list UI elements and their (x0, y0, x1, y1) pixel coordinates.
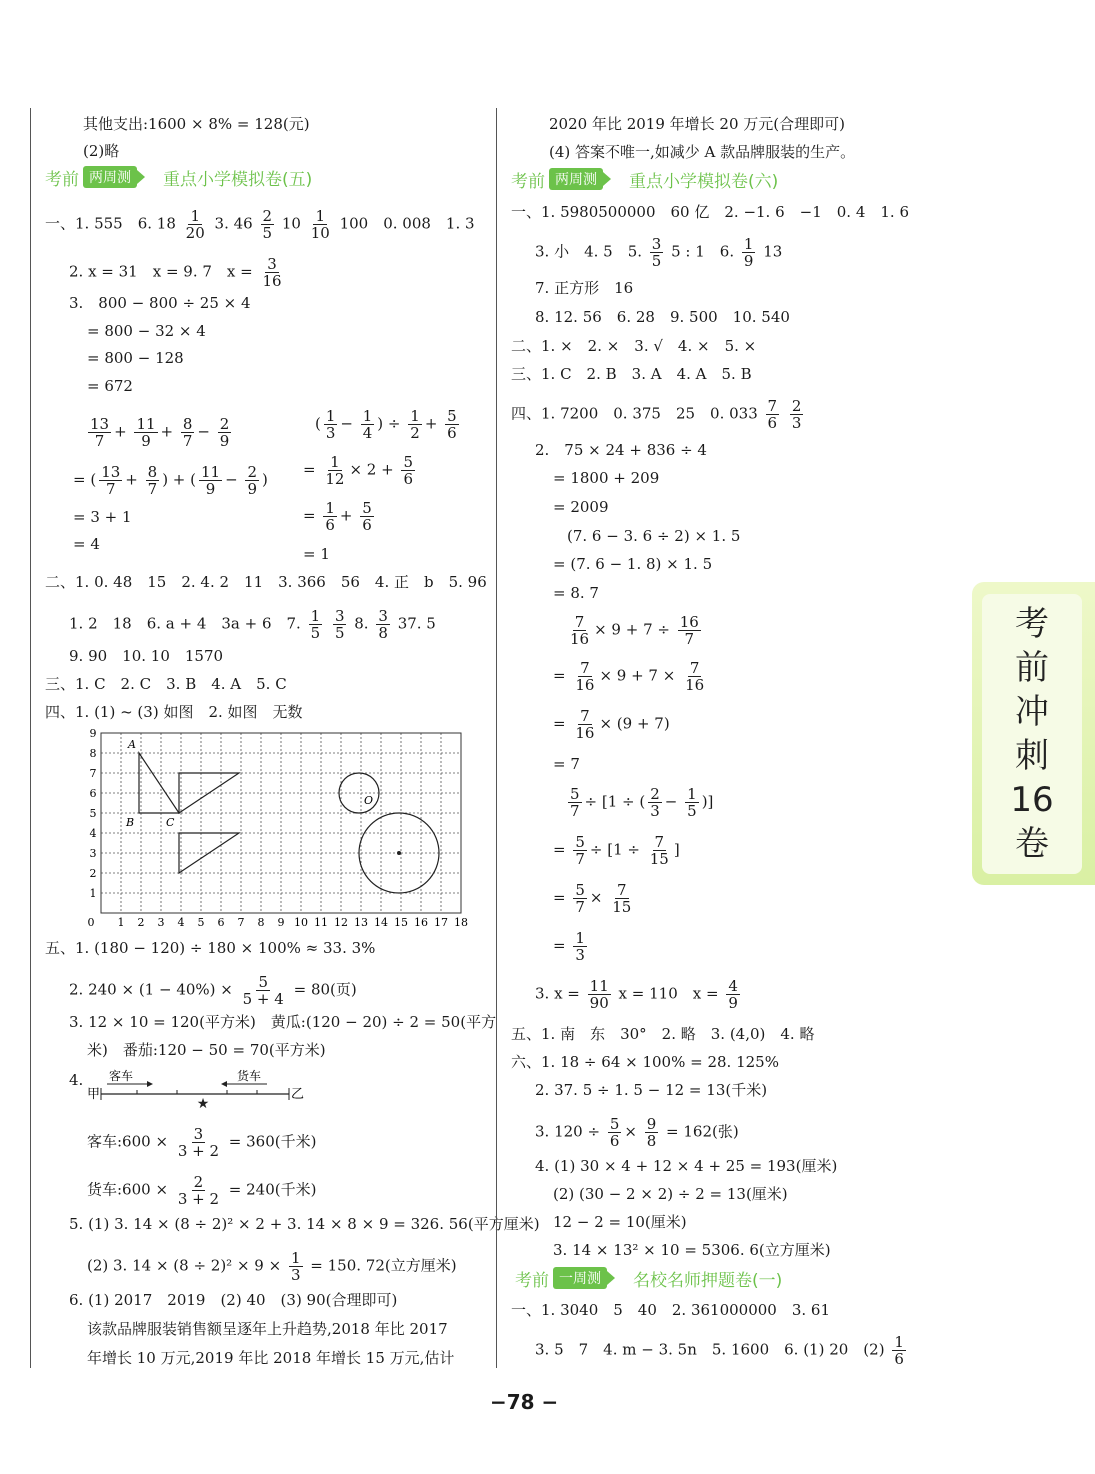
calc-line: = $\frac{5}{7}$ × $\frac{7}{15}$ (553, 881, 632, 916)
answer-line: 三、1. C 2. B 3. A 4. A 5. B (511, 365, 752, 383)
header-title: 名校名师押题卷(一) (633, 1270, 783, 1291)
text-line: 2020 年比 2019 年增长 20 万元(合理即可) (549, 115, 845, 133)
answer-line: 2. 37. 5 ÷ 1. 5 − 12 = 13(千米) (535, 1081, 768, 1099)
x-tick-label: 16 (414, 916, 428, 928)
answer-line: 5. (1) 3. 14 × (8 ÷ 2)² × 2 + 3. 14 × 8 × 9 = 326. 56(平方厘米) (69, 1215, 540, 1233)
x-tick-label: 5 (197, 916, 205, 928)
calc-line: = $\frac{7}{16}$ × 9 + 7 × $\frac{7}{16}$ (553, 659, 705, 694)
answer-line: 3. 小 4. 5 5. $\frac{3}{5}$ 5 : 1 6. $\frac{1}{9}$ 13 (535, 235, 783, 270)
side-tab-char: 前 (1015, 648, 1049, 688)
side-tab-char: 冲 (1015, 692, 1049, 732)
answer-line: 4. (1) 30 × 4 + 12 × 4 + 25 = 193(厘米) (535, 1157, 838, 1175)
calc-line: $\frac{7}{16}$ × 9 + 7 ÷ $\frac{16}{7}$ (570, 613, 699, 648)
x-tick-label: 6 (217, 916, 225, 928)
side-tab-char: 考 (1015, 604, 1049, 644)
x-tick-label: 4 (177, 916, 185, 928)
calc-line: = 4 (73, 535, 100, 553)
x-tick-label: 10 (294, 916, 308, 928)
x-tick-label: 8 (257, 916, 265, 928)
side-tab-char: 16 (1010, 780, 1054, 820)
svg-text:★: ★ (196, 1096, 210, 1110)
answer-line: 二、1. × 2. × 3. √ 4. × 5. × (511, 337, 757, 355)
answer-line: 年增长 10 万元,2019 年比 2018 年增长 15 万元,估计 (87, 1349, 455, 1367)
calc-line: = 7 (553, 755, 580, 773)
y-tick-label: 4 (89, 827, 97, 840)
section-header (515, 1265, 782, 1291)
answer-line: 米) 番茄:120 − 50 = 70(平方米) (87, 1041, 326, 1059)
x-tick-label: 14 (374, 916, 388, 928)
y-tick-label: 2 (89, 867, 97, 880)
y-tick-label: 7 (89, 767, 97, 780)
answer-line: (2) 3. 14 × (8 ÷ 2)² × 9 × $\frac{1}{3}$ = 150. 72(立方厘米) (87, 1249, 457, 1284)
x-tick-label: 7 (237, 916, 245, 928)
text-line: (2)略 (83, 142, 120, 160)
x-tick-label: 9 (277, 916, 285, 928)
answer-line: 三、1. C 2. C 3. B 4. A 5. C (45, 675, 287, 693)
calc-line: = 1 (303, 545, 330, 563)
calc-line: $\frac{13}{7}$ + $\frac{11}{9}$ + $\frac{8}{7}$ − $\frac{2}{9}$ (90, 415, 230, 450)
answer-line: 3. 120 ÷ $\frac{5}{6}$ × $\frac{9}{8}$ = 162(张) (535, 1115, 739, 1150)
right-column (496, 108, 966, 1368)
point-c-label: C (166, 816, 175, 829)
answer-line: 该款品牌服装销售额呈逐年上升趋势,2018 年比 2017 (87, 1320, 448, 1338)
side-tab-text (982, 594, 1082, 874)
side-tab-char: 卷 (1015, 824, 1049, 864)
answer-line: 六、1. 18 ÷ 64 × 100% = 28. 125% (511, 1053, 779, 1071)
header-prefix: 考前 (511, 171, 545, 192)
y-tick-label: 3 (89, 847, 97, 860)
answer-line: 五、1. (180 − 120) ÷ 180 × 100% ≈ 33. 3% (45, 939, 376, 957)
calc-line: = 672 (87, 377, 133, 395)
answer-line: 一、1. 5980500000 60 亿 2. −1. 6 −1 0. 4 1. 6 (511, 203, 909, 221)
calc-line: = 8. 7 (553, 584, 599, 602)
calc-line: = 3 + 1 (73, 508, 132, 526)
header-tag: 两周测 (83, 166, 137, 188)
section-header (45, 164, 312, 190)
answer-line: 客车:600 × $\frac{3}{3 + 2}$ = 360(千米) (87, 1125, 317, 1160)
calc-line: = $\frac{1}{12}$ × 2 + $\frac{5}{6}$ (303, 453, 413, 488)
answer-line: 6. (1) 2017 2019 (2) 40 (3) 90(合理即可) (69, 1291, 398, 1309)
x-tick-label: 15 (394, 916, 408, 928)
y-tick-label: 6 (89, 787, 97, 800)
answer-line: (2) (30 − 2 × 2) ÷ 2 = 13(厘米) (553, 1185, 788, 1203)
y-tick-label: 5 (89, 807, 97, 820)
answer-line: 二、1. 0. 48 15 2. 4. 2 11 3. 366 56 4. 正 b 5. 96 (45, 573, 487, 591)
calc-line: 2. 75 × 24 + 836 ÷ 4 (535, 441, 707, 459)
x-tick-label: 12 (334, 916, 348, 928)
side-tab (972, 582, 1095, 885)
y-tick-label: 8 (89, 747, 97, 760)
calc-line: = $\frac{1}{3}$ (553, 929, 585, 964)
calc-line: = $\frac{7}{16}$ × (9 + 7) (553, 707, 670, 742)
x-tick-label: 0 (87, 916, 95, 928)
x-tick-label: 1 (117, 916, 125, 928)
y-tick-label: 9 (89, 728, 97, 740)
answer-line: 一、1. 555 6. 18 $\frac{1}{20}$ 3. 46 $\frac{2}{5}$ 10 $\frac{1}{10}$ 100 0. 008 1. 3 (45, 207, 475, 242)
answer-line: 3. 12 × 10 = 120(平方米) 黄瓜:(120 − 20) ÷ 2 = 50(平方 (69, 1013, 497, 1031)
point-b-label: B (126, 816, 135, 829)
x-tick-label: 3 (157, 916, 165, 928)
answer-line: 五、1. 南 东 30° 2. 略 3. (4,0) 4. 略 (511, 1025, 815, 1043)
calc-line: $\frac{5}{7}$ ÷ [1 ÷ ( $\frac{2}{3}$ − $\frac{1}{5}$ )] (570, 785, 714, 820)
x-tick-label: 18 (454, 916, 468, 928)
label-huoche: 货车 (237, 1069, 262, 1083)
y-tick-label: 1 (89, 887, 97, 900)
answer-line: 3. 5 7 4. m − 3. 5n 5. 1600 6. (1) 20 (2) $\frac{1}{6}$ (535, 1333, 904, 1368)
answer-line: 4. (69, 1071, 84, 1089)
answer-line: 9. 90 10. 10 1570 (69, 647, 224, 665)
calc-line: = ( $\frac{13}{7}$ + $\frac{8}{7}$ ) + ( $\frac{11}{9}$ − $\frac{2}{9}$ ) (73, 463, 268, 498)
label-jia: 甲 (87, 1087, 101, 1102)
answer-line: 12 − 2 = 10(厘米) (553, 1213, 687, 1231)
point-o-label: O (364, 794, 374, 807)
distance-diagram (87, 1068, 307, 1110)
x-tick-label: 2 (137, 916, 145, 928)
point-a-label: A (128, 738, 136, 751)
calc-line: = 800 − 128 (87, 349, 184, 367)
answer-line: 1. 2 18 6. a + 4 3a + 6 7. $\frac{1}{5}$ $\frac{3}{5}$ 8. $\frac{3}{8}$ 37. 5 (69, 607, 436, 642)
side-tab-char: 刺 (1015, 736, 1049, 776)
section-header (511, 166, 778, 192)
x-tick-label: 17 (434, 916, 448, 928)
text-line: (4) 答案不唯一,如减少 A 款品牌服装的生产。 (549, 143, 856, 161)
header-prefix: 考前 (45, 169, 79, 190)
answer-line: 2. 240 × (1 − 40%) × $\frac{5}{5 + 4}$ = 80(页) (69, 973, 357, 1008)
header-title: 重点小学模拟卷(五) (163, 169, 313, 190)
answer-line: 8. 12. 56 6. 28 9. 500 10. 540 (535, 308, 790, 326)
answer-line: 3. 14 × 13² × 10 = 5306. 6(立方厘米) (553, 1241, 831, 1259)
calc-line: = 1800 + 209 (553, 469, 660, 487)
triangle-abc (139, 753, 179, 813)
calc-line: = $\frac{5}{7}$ ÷ [1 ÷ $\frac{7}{15}$ ] (553, 833, 680, 868)
header-title: 重点小学模拟卷(六) (629, 171, 779, 192)
answer-line: 3. x = $\frac{11}{90}$ x = 110 x = $\frac{4}{9}$ (535, 977, 738, 1012)
calc-line: = $\frac{1}{6}$ + $\frac{5}{6}$ (303, 499, 372, 534)
calc-line: ( $\frac{1}{3}$ − $\frac{1}{4}$ ) ÷ $\frac{1}{2}$ + $\frac{5}{6}$ (315, 407, 457, 442)
x-tick-label: 13 (354, 916, 368, 928)
calc-line: = 800 − 32 × 4 (87, 322, 206, 340)
calc-line: (7. 6 − 3. 6 ÷ 2) × 1. 5 (567, 527, 741, 545)
calc-line: 3. 800 − 800 ÷ 25 × 4 (69, 294, 251, 312)
calc-line: = 2009 (553, 498, 609, 516)
answer-line: 2. x = 31 x = 9. 7 x = $\frac{3}{16}$ (69, 255, 282, 290)
coordinate-grid-figure (81, 728, 471, 928)
x-tick-label: 11 (314, 916, 328, 928)
left-column (30, 108, 540, 1368)
text-line: 其他支出:1600 × 8% = 128(元) (83, 115, 310, 133)
header-tag: 一周测 (553, 1267, 607, 1289)
page-number: −78 − (490, 1390, 559, 1414)
answer-line: 一、1. 3040 5 40 2. 361000000 3. 61 (511, 1301, 831, 1319)
answer-line: 7. 正方形 16 (535, 279, 634, 297)
label-yi: 乙 (291, 1087, 305, 1102)
answer-line: 四、1. 7200 0. 375 25 0. 033 $\frac{7}{6}$ $\frac{2}{3}$ (511, 397, 802, 432)
header-prefix: 考前 (515, 1270, 549, 1291)
header-tag: 两周测 (549, 168, 603, 190)
calc-line: = (7. 6 − 1. 8) × 1. 5 (553, 555, 713, 573)
answer-line: 四、1. (1) ~ (3) 如图 2. 如图 无数 (45, 703, 303, 721)
answer-line: 货车:600 × $\frac{2}{3 + 2}$ = 240(千米) (87, 1173, 317, 1208)
label-keche: 客车 (109, 1069, 134, 1083)
